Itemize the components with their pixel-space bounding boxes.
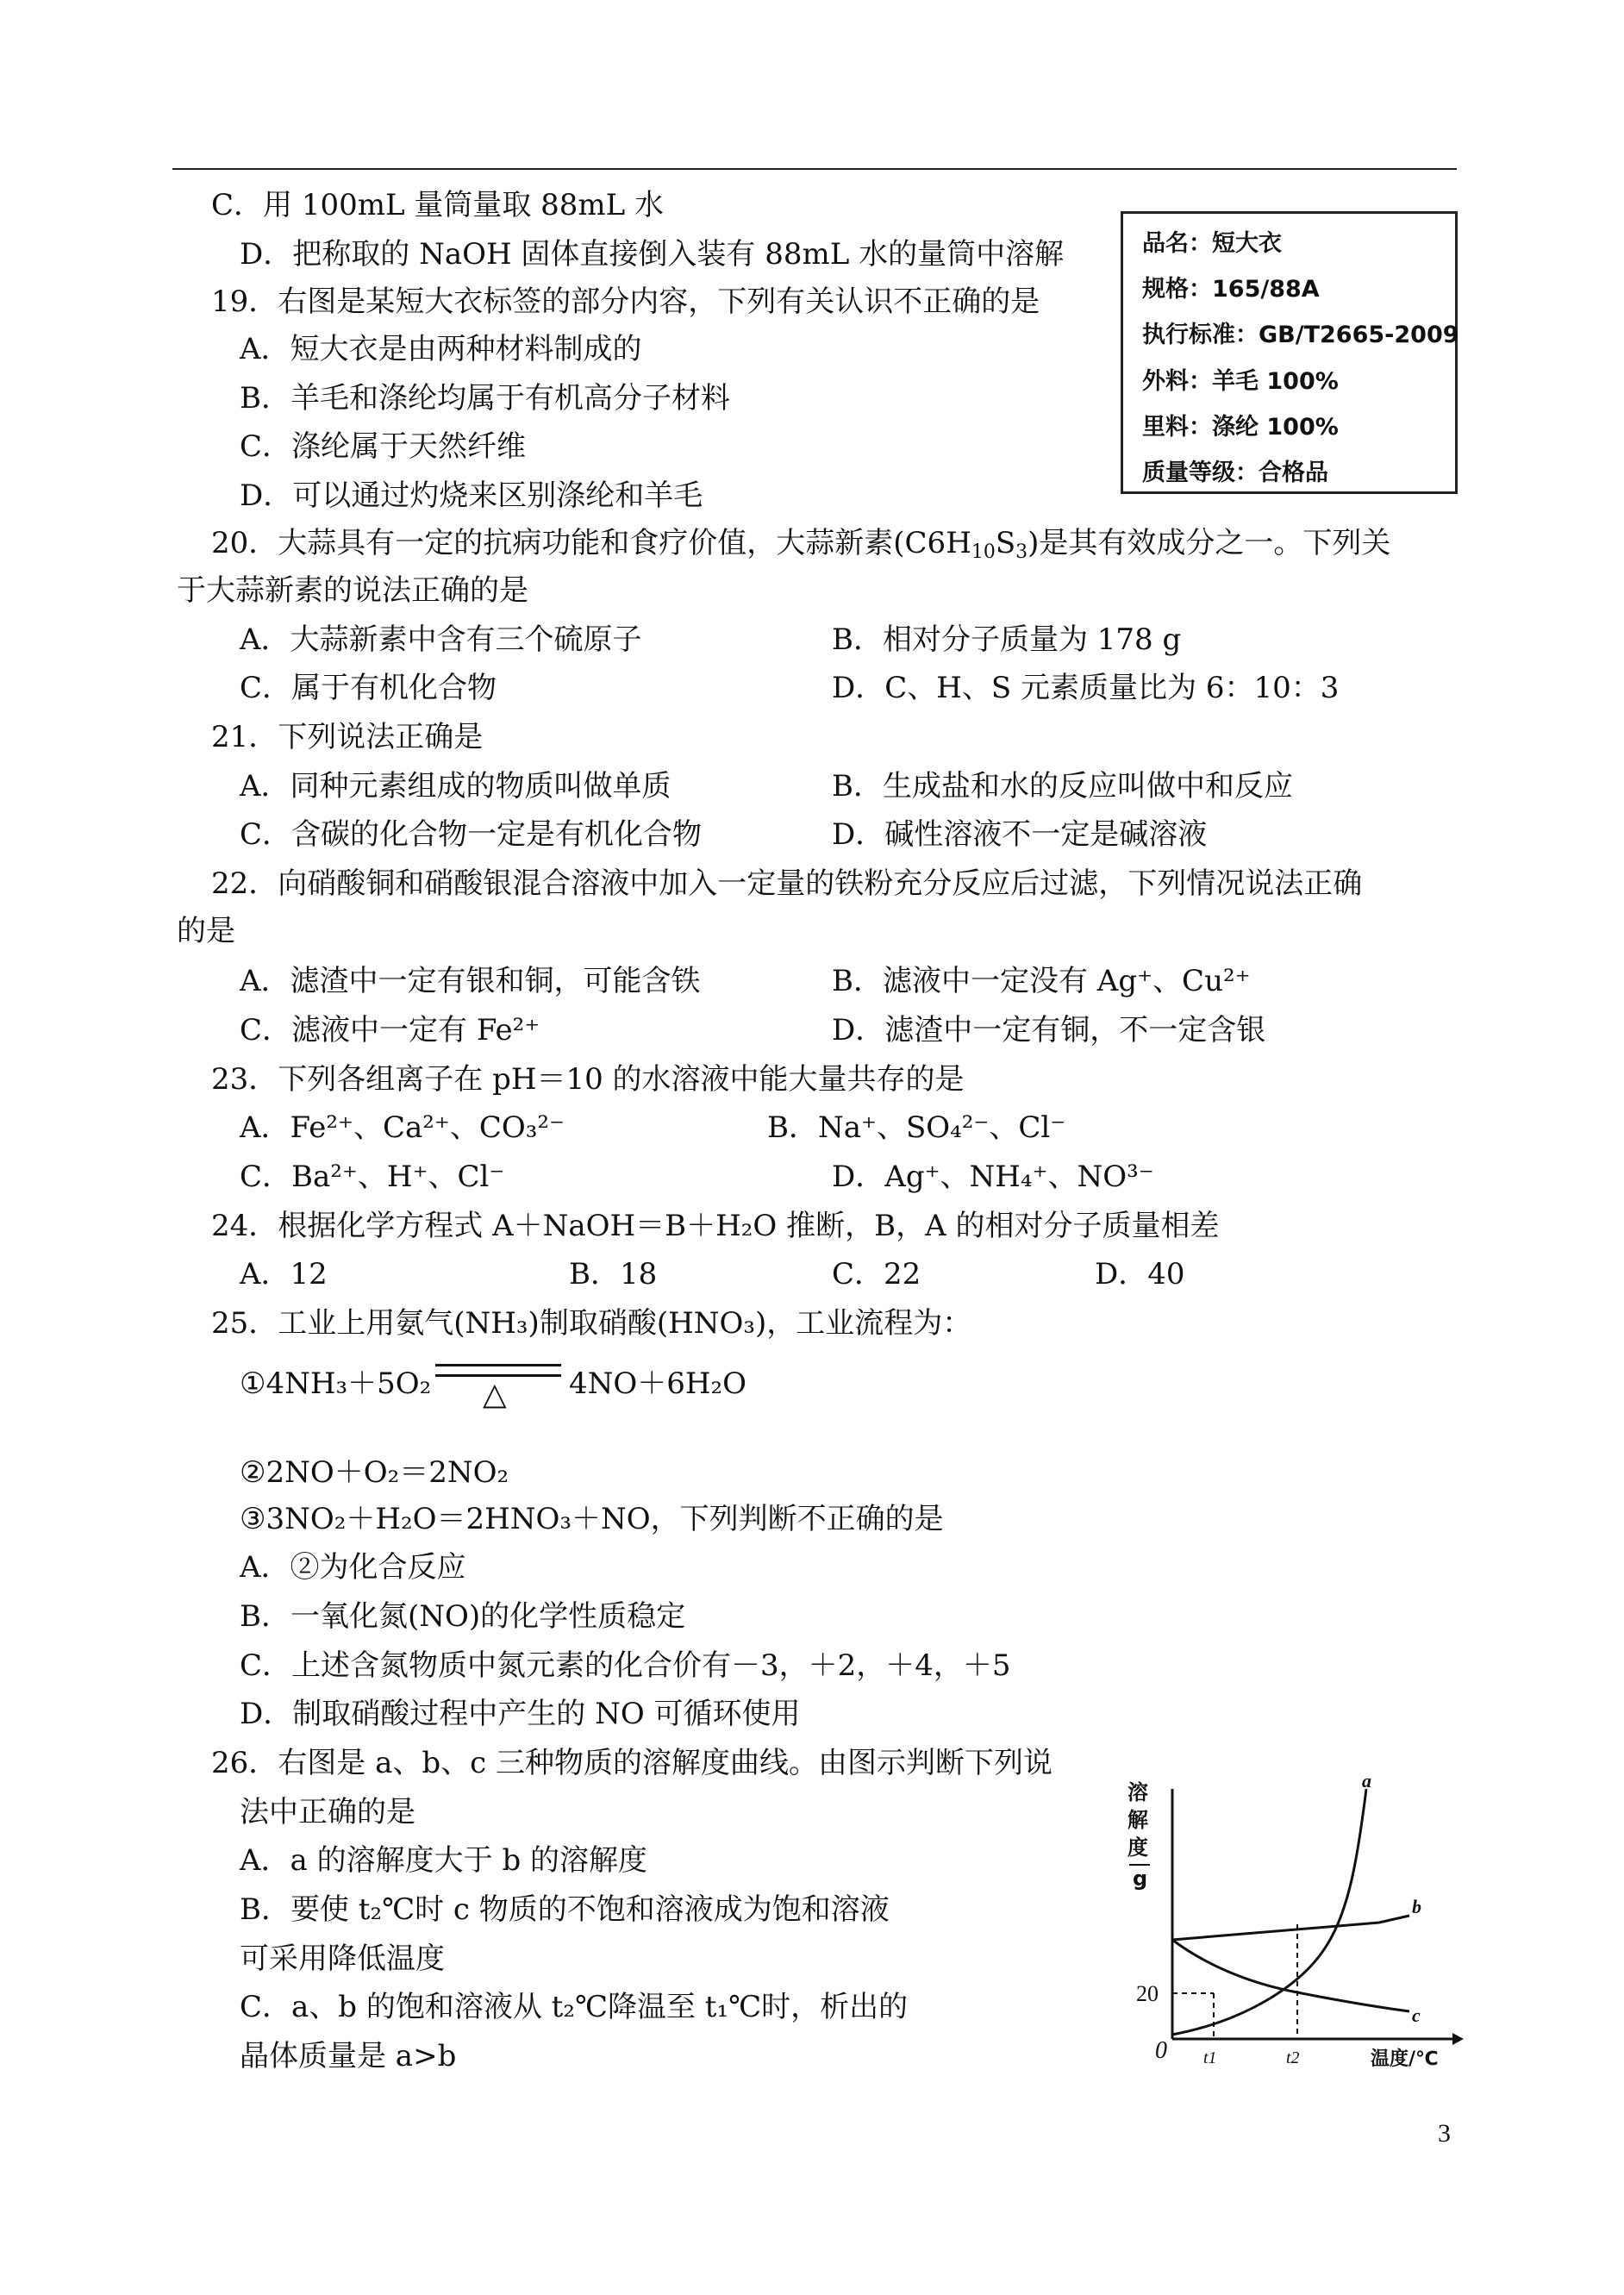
q22-option-c: C．滤液中一定有 Fe²⁺ bbox=[240, 1013, 540, 1047]
x-axis-arrow bbox=[1452, 2033, 1464, 2045]
q25-option-c: C．上述含氮物质中氮元素的化合价有－3，＋2，＋4，＋5 bbox=[240, 1648, 1011, 1683]
q25-option-d: D．制取硝酸过程中产生的 NO 可循环使用 bbox=[240, 1697, 801, 1731]
header-rule bbox=[172, 168, 1457, 170]
q25-eq1-arrow bbox=[435, 1364, 561, 1377]
q24-option-c: C．22 bbox=[832, 1257, 921, 1291]
q21-option-c: C．含碳的化合物一定是有机化合物 bbox=[240, 817, 703, 852]
curve-b-label: b bbox=[1412, 1896, 1421, 1917]
q26-option-b-cont: 可采用降低温度 bbox=[240, 1942, 445, 1976]
q23-option-d: D．Ag⁺、NH₄⁺、NO³⁻ bbox=[832, 1160, 1154, 1194]
q23-stem: 23．下列各组离子在 pH＝10 的水溶液中能大量共存的是 bbox=[211, 1062, 965, 1097]
q25-eq1-condition: △ bbox=[483, 1377, 507, 1412]
q22-stem: 22．向硝酸铜和硝酸银混合溶液中加入一定量的铁粉充分反应后过滤，下列情况说法正确 bbox=[211, 866, 1363, 901]
q19-option-a: A．短大衣是由两种材料制成的 bbox=[240, 332, 642, 366]
q24-option-b: B．18 bbox=[569, 1257, 658, 1291]
x-axis-label: 温度/℃ bbox=[1371, 2048, 1439, 2069]
curve-a-label: a bbox=[1362, 1772, 1371, 1792]
q20-option-b: B．相对分子质量为 178 g bbox=[832, 622, 1182, 657]
q24-option-a: A．12 bbox=[240, 1257, 328, 1291]
y-axis-label-2: 解 bbox=[1127, 1808, 1148, 1832]
page-number: 3 bbox=[1438, 2119, 1451, 2148]
q23-option-a: A．Fe²⁺、Ca²⁺、CO₃²⁻ bbox=[240, 1110, 565, 1145]
y-axis-label-1: 溶 bbox=[1127, 1780, 1148, 1804]
q20-option-a: A．大蒜新素中含有三个硫原子 bbox=[240, 622, 642, 657]
t1-label: t1 bbox=[1203, 2048, 1217, 2067]
q25-stem: 25．工业上用氨气(NH₃)制取硝酸(HNO₃)，工业流程为： bbox=[211, 1306, 972, 1341]
q26-option-a: A．a 的溶解度大于 b 的溶解度 bbox=[240, 1843, 648, 1878]
label-grade: 质量等级：合格品 bbox=[1142, 460, 1328, 486]
q20-option-c: C．属于有机化合物 bbox=[240, 671, 497, 705]
q22-option-a: A．滤渣中一定有银和铜，可能含铁 bbox=[240, 964, 701, 998]
q18-option-c: C．用 100mL 量筒量取 88mL 水 bbox=[211, 188, 665, 222]
y-axis-label-3: 度 bbox=[1127, 1835, 1148, 1860]
q23-option-b: B．Na⁺、SO₄²⁻、Cl⁻ bbox=[767, 1110, 1066, 1145]
q25-eq1-left: ①4NH₃＋5O₂ bbox=[240, 1366, 432, 1401]
label-standard: 执行标准：GB/T2665-2009 bbox=[1142, 322, 1459, 348]
q22-option-b: B．滤液中一定没有 Ag⁺、Cu²⁺ bbox=[832, 964, 1251, 998]
q22-stem-cont: 的是 bbox=[177, 914, 235, 948]
clothing-label bbox=[1121, 211, 1458, 494]
q19-option-b: B．羊毛和涤纶均属于有机高分子材料 bbox=[240, 381, 730, 416]
q20-option-d: D．C、H、S 元素质量比为 6：10：3 bbox=[832, 671, 1340, 705]
solubility-curve-chart bbox=[1121, 1772, 1465, 2069]
q26-stem: 26．右图是 a、b、c 三种物质的溶解度曲线。由图示判断下列说 bbox=[211, 1746, 1052, 1780]
q23-option-c: C．Ba²⁺、H⁺、Cl⁻ bbox=[240, 1160, 505, 1194]
q25-eq3: ③3NO₂＋H₂O＝2HNO₃＋NO，下列判断不正确的是 bbox=[240, 1502, 944, 1536]
t2-label: t2 bbox=[1286, 2048, 1300, 2067]
q21-option-b: B．生成盐和水的反应叫做中和反应 bbox=[832, 769, 1293, 804]
q19-option-c: C．涤纶属于天然纤维 bbox=[240, 429, 527, 464]
q25-option-b: B．一氧化氮(NO)的化学性质稳定 bbox=[240, 1599, 686, 1634]
q20-stem-cont: 于大蒜新素的说法正确的是 bbox=[177, 573, 528, 608]
q25-option-a: A．②为化合反应 bbox=[240, 1550, 466, 1585]
q21-stem: 21．下列说法正确是 bbox=[211, 720, 484, 754]
q21-option-a: A．同种元素组成的物质叫做单质 bbox=[240, 769, 671, 804]
curve-a bbox=[1172, 1789, 1366, 2035]
q19-option-d: D．可以通过灼烧来区别涤纶和羊毛 bbox=[240, 478, 703, 513]
q24-stem: 24．根据化学方程式 A＋NaOH＝B＋H₂O 推断，B，A 的相对分子质量相差 bbox=[211, 1209, 1220, 1243]
q19-stem: 19．右图是某短大衣标签的部分内容，下列有关认识不正确的是 bbox=[211, 285, 1040, 319]
label-outer: 外料：羊毛 100% bbox=[1142, 368, 1339, 395]
q22-option-d: D．滤渣中一定有铜，不一定含银 bbox=[832, 1013, 1266, 1047]
label-inner: 里料：涤纶 100% bbox=[1142, 414, 1339, 441]
q26-option-b: B．要使 t₂℃时 c 物质的不饱和溶液成为饱和溶液 bbox=[240, 1892, 890, 1927]
q24-option-d: D．40 bbox=[1095, 1257, 1185, 1291]
origin-label: 0 bbox=[1155, 2037, 1167, 2064]
curve-c bbox=[1172, 1940, 1409, 2011]
y-axis-label-unit: g bbox=[1133, 1867, 1148, 1891]
q26-option-c: C．a、b 的饱和溶液从 t₂℃降温至 t₁℃时，析出的 bbox=[240, 1990, 909, 2024]
curve-c-label: c bbox=[1412, 2004, 1421, 2026]
y-tick-20: 20 bbox=[1136, 1981, 1159, 2006]
q26-option-c-cont: 晶体质量是 a>b bbox=[240, 2039, 457, 2073]
q18-option-d: D．把称取的 NaOH 固体直接倒入装有 88mL 水的量筒中溶解 bbox=[240, 237, 1065, 272]
label-spec: 规格：165/88A bbox=[1142, 276, 1320, 303]
q21-option-d: D．碱性溶液不一定是碱溶液 bbox=[832, 817, 1208, 852]
q25-eq1-right: 4NO＋6H₂O bbox=[569, 1366, 747, 1401]
q25-eq2: ②2NO＋O₂＝2NO₂ bbox=[240, 1455, 509, 1490]
q26-stem-cont: 法中正确的是 bbox=[240, 1795, 415, 1829]
label-name: 品名：短大衣 bbox=[1142, 230, 1282, 257]
curve-b bbox=[1172, 1916, 1409, 1940]
q20-stem: 20．大蒜具有一定的抗病功能和食疗价值，大蒜新素$(C6H_{10}S_3)$是其有效成分之一。下列关 bbox=[211, 526, 1391, 563]
